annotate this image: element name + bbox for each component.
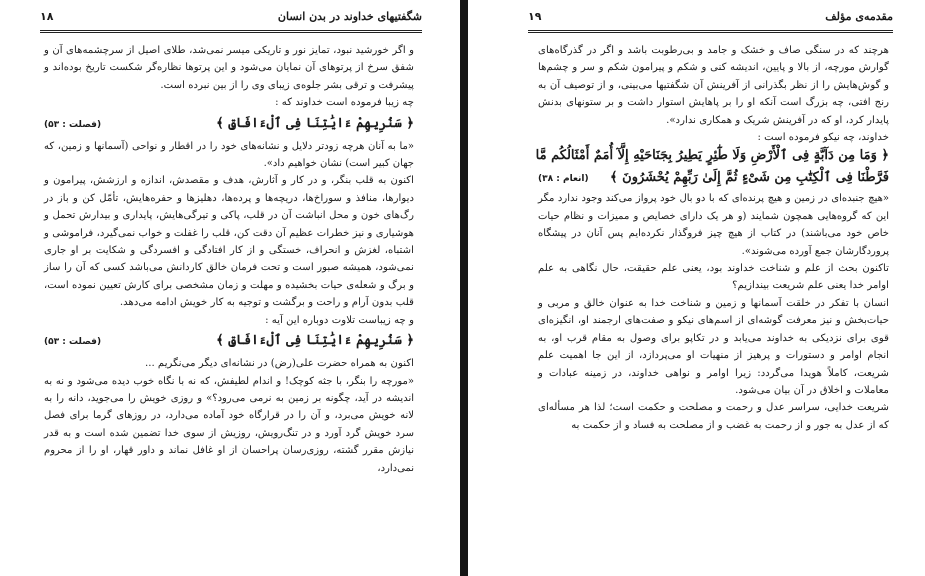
verse-text: ﴿ وَمَا مِن دَآبَّةٍ فِى ٱلْأَرْضِ وَلَا طَٰٓئِرٍ يَطِيرُ بِجَنَاحَيْهِ إِلَّآ أُمَمٌ أَمْثَالُكُم مَّا — [535, 148, 889, 164]
page-body — [44, 42, 414, 477]
verse-translation: «ما به آنان هرچه زودتر دلایل و نشانه‌های خود را در اقطار و نواحی (آسمانها و زمین، که جهان کبیر است) نشان خواهیم داد». — [44, 140, 414, 170]
header-rule — [40, 30, 422, 33]
paragraph: چه زیبا فرموده است خداوند که : — [275, 97, 414, 109]
page-number: ۱۸ — [40, 10, 54, 23]
right-page — [468, 0, 925, 576]
paragraph: اکنون به همراه حضرت علی(رض) در نشانه‌ای دیگر می‌نگریم ... — [144, 358, 414, 370]
page-number: ۱۹ — [528, 10, 542, 23]
paragraph: شریعت خدایی، سراسر عدل و رحمت و مصلحت و حکمت است؛ لذا هر مسأله‌ای که از عدل به جور و از رحمت به غضب و از مصلحت به فساد و از حکمت به — [538, 402, 889, 431]
verse-text: ﴿ سَنُرِيهِمْ ءَايَٰتِنَا فِى ٱلْءَافَاقِ ﴾ — [216, 333, 414, 349]
verse-text: ﴿ سَنُرِيهِمْ ءَايَٰتِنَا فِى ٱلْءَافَاقِ ﴾ — [216, 115, 414, 131]
page-header — [40, 10, 422, 26]
paragraph: اکنون به قلب بنگر، و در کار و آثارش، هدف و مقصدش، اندازه و ارزشش، پیرامون و دیوارها، منافذ و سوراخ‌ها، دریچه‌ها و پرده‌ها، دهلیزها و حفره‌هایش، تأمّل کن و باز در رگ‌های خون و محل انباشت آن در قلب، پاکی و تیرگی‌هایش، پایداری و بیدارش تحمل و هوشیاری و نیز خطرات عظیم آن دقت کن، قلب را غفلت و خواب نمی‌گیرد، فراموشی و اشتباه، لغزش و انحراف، خستگی و از کار افتادگی و افسردگی و شکایت بر او جاری نمی‌شود، همیشه صبور است و تحت فرمان خالق کاردانش می‌باشد کسی که آن را ساز و برگ و شعله‌ی حیات بخشیده و مهلت و زمان مشخصی برای کارش تعیین نموده است، قلب بدون آرام و راحت و برگشت و توجیه به کار خویش ادامه می‌دهد. — [44, 175, 414, 309]
paragraph: هرچند که در سنگی صاف و خشک و جامد و بی‌رطوبت باشد و اگر در گذرگاه‌های گوارش مورچه، از بالا و پایین، اندیشه کنی و شکم و پیرامون شکم و سر و چشم‌ها و گوش‌هایش را از نظر بگذرانی از آفرینش آن شگفتیها می‌بینی، و از توصیف آن به رنج افتی، چه بزرگ است آنکه او را بر پاهایش استوار داشت و بر ستونهای بدنش پایدار کرد، او که در آفرینش شریک و همکاری ندارد». — [538, 45, 889, 126]
running-title: مقدمه‌ی مؤلف — [825, 10, 893, 23]
header-rule — [528, 30, 893, 33]
verse-reference: (فصلت : ۵۳) — [44, 337, 102, 348]
quran-verse-line — [538, 168, 889, 190]
book-gutter — [460, 0, 468, 576]
quran-verse — [44, 114, 414, 136]
paragraph: خداوند، چه نیکو فرموده است : — [757, 132, 889, 144]
running-title: شگفتیهای خداوند در بدن انسان — [277, 10, 422, 23]
quran-verse — [44, 331, 414, 353]
paragraph: انسان با تفکر در خلقت آسمانها و زمین و شناخت خدا به عنوان خالق و مربی و حیات‌بخش و نیز معرفت گوشه‌ای از اسم‌های نیکو و صفت‌های ارجمند او، انگیزه‌ای قوی برای نزدیکی به خداوند می‌یابد و در تکاپو برای وصول به مقام قرب او، به انجام اوامر و دستورات و پرهیز از منهیات او می‌پردازد، از این جا اهمیت علم شریعت، کاملاً هویدا می‌گردد: زیرا اوامر و نواهی خداوند، در زمینه عبادات و معاملات و اخلاق در آن بیان می‌شود. — [538, 297, 889, 396]
paragraph: و چه زیباست تلاوت دوباره این آیه : — [265, 314, 414, 326]
page-header — [528, 10, 893, 26]
verse-translation: «هیچ جنبده‌ای در زمین و هیچ پرنده‌ای که با دو بال خود پرواز می‌کند وجود ندارد مگر این که گروه‌هایی همچون شمایند (و هر یک دارای خصایص و ممیزات و نظام حیات خاص خود می‌باشند) در کتاب از هیچ چیز فروگذار نکرده‌ایم پس آنان در پیشگاه پروردگارشان جمع آورده می‌شوند». — [538, 193, 889, 257]
paragraph: تاکنون بحث از علم و شناخت خداوند بود، یعنی علم حقیقت، حال نگاهی به علم اوامر خدا یعنی علم شریعت بیندازیم؟ — [538, 263, 889, 292]
verse-text: فَرَّطْنَا فِى ٱلْكِتَٰبِ مِن شَىْءٍ ثُمَّ إِلَىٰ رَبِّهِمْ يُحْشَرُونَ ﴾ — [610, 170, 889, 186]
verse-reference: (انعام : ۳۸) — [538, 174, 589, 185]
verse-reference: (فصلت : ۵۳) — [44, 119, 102, 130]
page-body — [535, 42, 889, 434]
hadith-translation: «مورچه را بنگر، با جثه کوچک! و اندام لطیفش، که نه با نگاه خوب دیده می‌شود و نه به اندیشه در آید، چگونه بر زمین به نرمی می‌رود؟» و روزی خویش را می‌جوید، دانه را به لانه خویش می‌برد، و آن را در قرارگاه خود آماده می‌دارد، در روزهای گرما برای فصل سرد خویش گرد آورد و در تنگ‌رویش، روزیش از سوی خدا تضمین شده است و به قدر نیازش مقرر گشته، روزی‌رسان پراحسان از او غافل نماند و داور قهار، او را از محروم نمی‌دارد، — [44, 375, 414, 474]
paragraph: و اگر خورشید نبود، تمایز نور و تاریکی میسر نمی‌شد، طلای اصیل از سرچشمه‌های آن و شفق سرخ از پرتوهای آن نمایان می‌شود و این پرتوها نظاره‌گر شکست تاریخ بوده‌اند و پیشرفت و ترقی بشر جلوه‌ی زیبای وی را از بین نبرده است. — [44, 45, 414, 91]
quran-verse-line — [535, 146, 889, 168]
left-page — [0, 0, 460, 576]
